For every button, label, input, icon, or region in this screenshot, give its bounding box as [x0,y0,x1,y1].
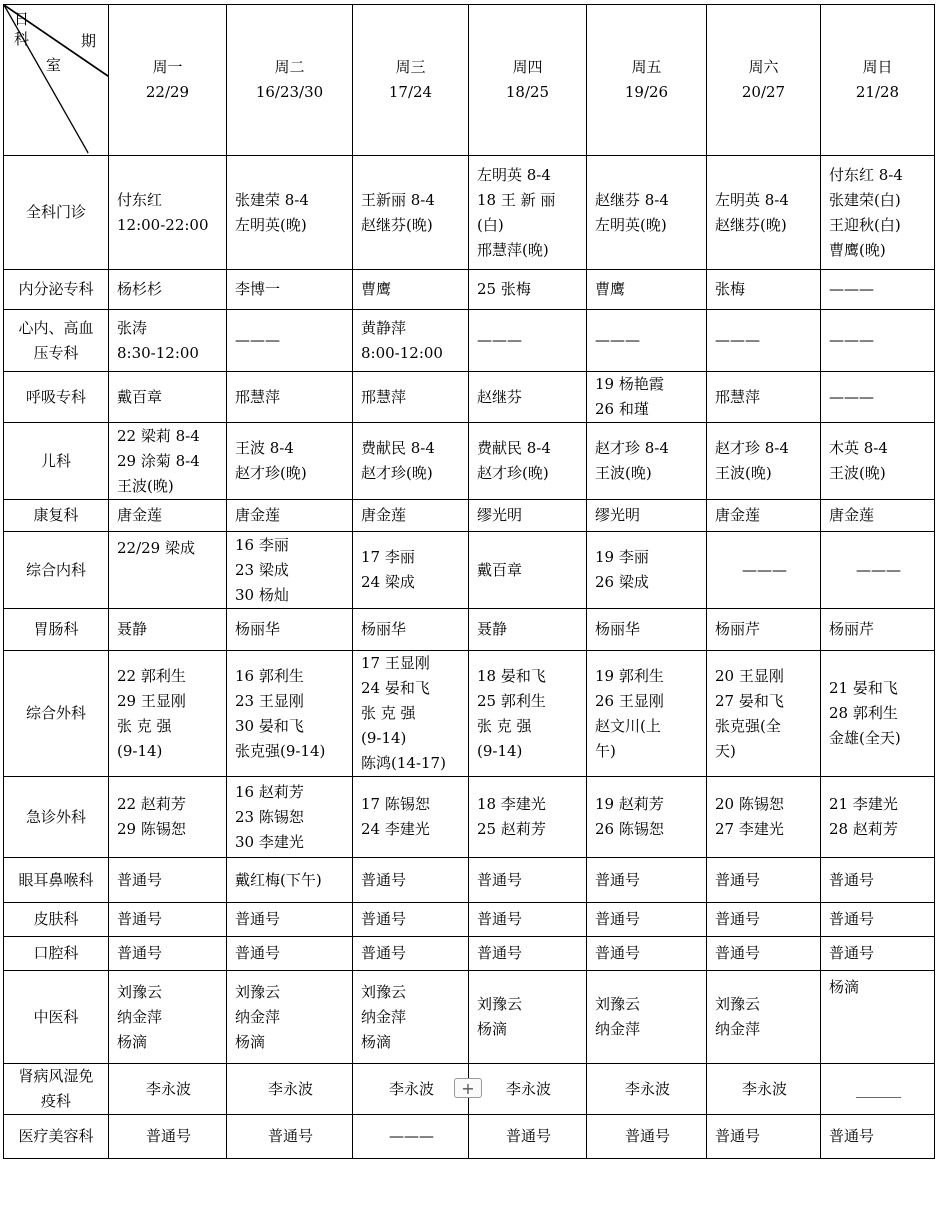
row-emergency-surgery [4,777,935,858]
duty-cell-sat: 邢慧萍 [707,372,821,423]
day-header-mon [109,5,227,156]
duty-cell-fri: 赵继芬 8-4 左明英(晚) [587,156,707,270]
duty-cell-fri: 普通号 [587,1115,707,1159]
duty-cell-thu: 普通号 [469,903,587,937]
duty-cell-fri: 19 李丽 26 梁成 [587,532,707,609]
row-pediatrics [4,423,935,500]
department-label: 呼吸专科 [4,372,109,423]
department-label: 急诊外科 [4,777,109,858]
duty-cell-sun: 付东红 8-4 张建荣(白) 王迎秋(白) 曹鹰(晚) [821,156,935,270]
duty-cell-wed: 黄静萍 8:00-12:00 [353,310,469,372]
duty-cell-fri: 刘豫云 纳金萍 [587,971,707,1064]
duty-cell-thu: 赵继芬 [469,372,587,423]
duty-cell-sun: ——— [821,372,935,423]
day-name: 周六 [748,58,779,76]
day-dates: 18/25 [505,83,550,101]
duty-cell-sat: ——— [707,310,821,372]
duty-cell-mon: 刘豫云 纳金萍 杨滴 [109,971,227,1064]
row-gastroenterology [4,609,935,651]
duty-cell-sat: 刘豫云 纳金萍 [707,971,821,1064]
duty-cell-wed: 邢慧萍 [353,372,469,423]
duty-cell-fri: 赵才珍 8-4 王波(晚) [587,423,707,500]
duty-cell-tue: 邢慧萍 [227,372,353,423]
row-general-surgery [4,651,935,777]
duty-cell-wed: 普通号 [353,858,469,903]
duty-cell-sun: 21 晏和飞 28 郭利生 金雄(全天) [821,651,935,777]
row-medical-cosmetology [4,1115,935,1159]
department-label: 综合外科 [4,651,109,777]
day-dates: 22/29 [145,83,190,101]
duty-cell-wed: ——— [353,1115,469,1159]
duty-cell-thu: 聂静 [469,609,587,651]
department-label: 儿科 [4,423,109,500]
duty-cell-sun: 杨丽芹 [821,609,935,651]
duty-cell-tue: 张建荣 8-4 左明英(晚) [227,156,353,270]
duty-cell-sun: 木英 8-4 王波(晚) [821,423,935,500]
duty-cell-fri: 19 赵莉芳 26 陈锡恕 [587,777,707,858]
duty-cell-tue: 唐金莲 [227,500,353,532]
duty-cell-tue: 普通号 [227,903,353,937]
duty-cell-mon: 22 梁莉 8-4 29 涂菊 8-4 王波(晚) [109,423,227,500]
duty-schedule-table [3,4,935,1159]
duty-cell-sun: 普通号 [821,1115,935,1159]
duty-cell-thu: 缪光明 [469,500,587,532]
duty-cell-sun: 普通号 [821,858,935,903]
department-label: 肾病风湿免 疫科 [4,1064,109,1115]
duty-cell-mon: 唐金莲 [109,500,227,532]
row-stomatology [4,937,935,971]
row-rehabilitation [4,500,935,532]
duty-cell-sun: ——— [821,310,935,372]
duty-cell-sun: ______ [821,1064,935,1115]
duty-cell-tue: 刘豫云 纳金萍 杨滴 [227,971,353,1064]
duty-cell-sat: 普通号 [707,937,821,971]
duty-cell-sat: 赵才珍 8-4 王波(晚) [707,423,821,500]
duty-cell-mon: 杨杉杉 [109,270,227,310]
duty-cell-mon: 普通号 [109,937,227,971]
department-label: 综合内科 [4,532,109,609]
duty-cell-sat: 唐金莲 [707,500,821,532]
duty-cell-wed: 王新丽 8-4 赵继芬(晚) [353,156,469,270]
duty-cell-tue: 普通号 [227,937,353,971]
duty-cell-wed: 李永波 [353,1064,469,1115]
duty-cell-sun: 普通号 [821,937,935,971]
duty-cell-thu: 戴百章 [469,532,587,609]
duty-cell-wed: 17 王显刚 24 晏和飞 张 克 强 (9-14) 陈鸿(14-17) [353,651,469,777]
duty-cell-fri: 杨丽华 [587,609,707,651]
duty-cell-thu: 刘豫云 杨滴 [469,971,587,1064]
duty-cell-sun: ——— [821,532,935,609]
duty-cell-thu: 18 李建光 25 赵莉芳 [469,777,587,858]
duty-cell-sun: 普通号 [821,903,935,937]
duty-cell-thu: 18 晏和飞 25 郭利生 张 克 强 (9-14) [469,651,587,777]
duty-cell-wed: 唐金莲 [353,500,469,532]
day-dates: 20/27 [741,83,786,101]
duty-cell-thu: 李永波 [469,1064,587,1115]
duty-cell-tue: 戴红梅(下午) [227,858,353,903]
duty-cell-wed: 曹鹰 [353,270,469,310]
add-row-button[interactable]: + [454,1078,482,1098]
row-ent [4,858,935,903]
department-label: 眼耳鼻喉科 [4,858,109,903]
duty-cell-thu: 普通号 [469,1115,587,1159]
duty-cell-wed: 普通号 [353,937,469,971]
duty-cell-sat: 杨丽芹 [707,609,821,651]
duty-cell-tue: 16 赵莉芳 23 陈锡恕 30 李建光 [227,777,353,858]
duty-cell-fri: 李永波 [587,1064,707,1115]
duty-cell-tue: 16 郭利生 23 王显刚 30 晏和飞 张克强(9-14) [227,651,353,777]
schedule-body [4,156,935,1159]
day-header-tue [227,5,353,156]
duty-cell-sat: 普通号 [707,1115,821,1159]
duty-cell-tue: 普通号 [227,1115,353,1159]
day-header-wed [353,5,469,156]
row-cardiology-hypertension [4,310,935,372]
duty-cell-fri: 19 杨艳霞 26 和瑾 [587,372,707,423]
duty-cell-fri: 普通号 [587,937,707,971]
duty-cell-fri: 普通号 [587,903,707,937]
duty-cell-wed: 杨丽华 [353,609,469,651]
duty-cell-sat: 左明英 8-4 赵继芬(晚) [707,156,821,270]
row-general-clinic [4,156,935,270]
day-header-sun [821,5,935,156]
duty-cell-fri: 普通号 [587,858,707,903]
duty-cell-sat: 20 王显刚 27 晏和飞 张克强(全 天) [707,651,821,777]
row-respiratory [4,372,935,423]
duty-cell-sat: 普通号 [707,858,821,903]
row-tcm [4,971,935,1064]
corner-label-shi: 室 [46,56,62,74]
duty-cell-sun: 杨滴 [821,971,935,1064]
duty-cell-tue: 杨丽华 [227,609,353,651]
duty-cell-mon: 戴百章 [109,372,227,423]
duty-cell-mon: 22 郭利生 29 王显刚 张 克 强 (9-14) [109,651,227,777]
duty-cell-fri: 缪光明 [587,500,707,532]
corner-label-qi: 期 [80,32,96,50]
row-general-internal-medicine [4,532,935,609]
duty-cell-fri: ——— [587,310,707,372]
department-label: 胃肠科 [4,609,109,651]
duty-cell-sat: 普通号 [707,903,821,937]
duty-cell-mon: 普通号 [109,858,227,903]
department-label: 皮肤科 [4,903,109,937]
duty-cell-sun: 唐金莲 [821,500,935,532]
day-dates: 19/26 [624,83,669,101]
duty-cell-tue: ——— [227,310,353,372]
duty-cell-sun: 21 李建光 28 赵莉芳 [821,777,935,858]
department-label: 中医科 [4,971,109,1064]
duty-cell-fri: 19 郭利生 26 王显刚 赵文川(上 午) [587,651,707,777]
department-label: 心内、高血 压专科 [4,310,109,372]
duty-cell-thu: 普通号 [469,937,587,971]
duty-cell-mon: 付东红 12:00-22:00 [109,156,227,270]
duty-cell-thu: ——— [469,310,587,372]
duty-cell-mon: 22 赵莉芳 29 陈锡恕 [109,777,227,858]
duty-cell-tue: 王波 8-4 赵才珍(晚) [227,423,353,500]
corner-label-ri: 日 [14,10,30,28]
day-dates: 17/24 [388,83,433,101]
duty-cell-tue: 李永波 [227,1064,353,1115]
duty-cell-mon: 普通号 [109,903,227,937]
row-endocrinology [4,270,935,310]
duty-cell-sat: 张梅 [707,270,821,310]
duty-cell-mon: 李永波 [109,1064,227,1115]
header-row [4,5,935,156]
duty-cell-tue: 16 李丽 23 梁成 30 杨灿 [227,532,353,609]
duty-cell-wed: 17 陈锡恕 24 李建光 [353,777,469,858]
duty-cell-wed: 普通号 [353,903,469,937]
duty-cell-thu: 左明英 8-4 18 王 新 丽 (白) 邢慧萍(晚) [469,156,587,270]
day-header-thu [469,5,587,156]
duty-cell-thu: 普通号 [469,858,587,903]
day-dates: 21/28 [855,83,900,101]
day-name: 周日 [862,58,893,76]
department-label: 康复科 [4,500,109,532]
duty-cell-thu: 25 张梅 [469,270,587,310]
duty-cell-sat: ——— [707,532,821,609]
day-name: 周四 [512,58,543,76]
day-name: 周一 [152,58,183,76]
day-dates: 16/23/30 [255,83,324,101]
department-label: 全科门诊 [4,156,109,270]
duty-cell-tue: 李博一 [227,270,353,310]
duty-cell-thu: 费献民 8-4 赵才珍(晚) [469,423,587,500]
duty-cell-sat: 李永波 [707,1064,821,1115]
day-name: 周三 [395,58,426,76]
day-name: 周二 [274,58,305,76]
department-label: 医疗美容科 [4,1115,109,1159]
duty-cell-sun: ——— [821,270,935,310]
duty-cell-sat: 20 陈锡恕 27 李建光 [707,777,821,858]
duty-cell-mon: 普通号 [109,1115,227,1159]
department-label: 口腔科 [4,937,109,971]
duty-cell-mon: 张涛 8:30-12:00 [109,310,227,372]
duty-cell-wed: 费献民 8-4 赵才珍(晚) [353,423,469,500]
department-label: 内分泌专科 [4,270,109,310]
corner-header [4,5,109,156]
day-header-sat [707,5,821,156]
row-dermatology [4,903,935,937]
duty-cell-mon: 22/29 梁成 [109,532,227,609]
duty-cell-wed: 刘豫云 纳金萍 杨滴 [353,971,469,1064]
duty-cell-wed: 17 李丽 24 梁成 [353,532,469,609]
corner-label-ke: 科 [14,30,30,48]
day-name: 周五 [631,58,662,76]
duty-cell-fri: 曹鹰 [587,270,707,310]
day-header-fri [587,5,707,156]
duty-cell-mon: 聂静 [109,609,227,651]
